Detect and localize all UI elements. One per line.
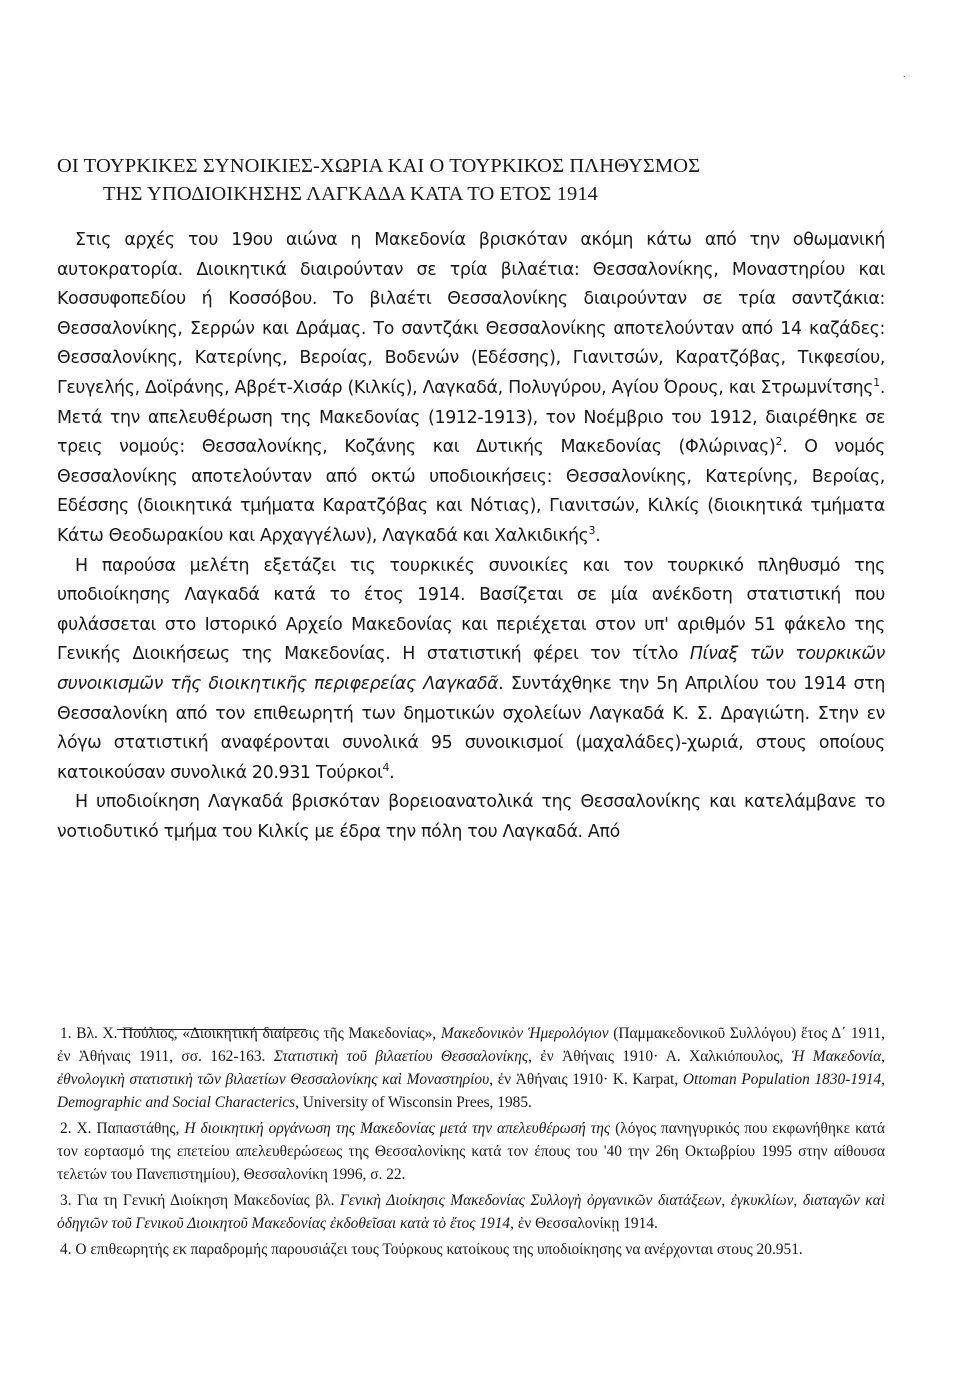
footnote-reference: 1 [873,375,880,389]
article-body [57,226,885,847]
text-run: . [389,762,395,783]
text-run: . Συντάχθηκε την 5η Απριλίου του 1914 στη Θεσσαλονίκη από τον επιθεωρητή των δημοτικών σχολείων Λαγκαδά Κ. Σ. Δραγιώτη. Στην εν λόγω στατιστική αναφέρονται συνολικά 95 συνοικισμοί (μαχαλάδες)-χωριά, στους οποίους κατοικούσαν συνολικά 20.931 Τούρκοι [57,673,885,783]
text-run: 1. Βλ. Χ. Πούλιος, «Διοικητική διαίρεσις τῆς Μακεδονίας», [60,1025,441,1042]
body-paragraph [57,552,885,789]
text-run: , ἐν Θεσσαλονίκῃ 1914. [510,1215,658,1232]
text-run: Στις αρχές του 19ου αιώνα η Μακεδονία βρισκόταν ακόμη κάτω από την οθωμανική αυτοκρατορία. Διοικητικά διαιρούνταν σε τρία βιλαέτια: Θεσσαλονίκης, Μοναστηρίου και Κοσσυφοπεδίου ή Κοσσόβου. Το βιλαέτι Θεσσαλονίκης διαιρούνταν σε τρία σαντζάκια: Θεσσαλονίκης, Σερρών και Δράμας. Το σαντζάκι Θεσσαλονίκης αποτελούνταν από 14 καζάδες: Θεσσαλονίκης, Κατερίνης, Βεροίας, Βοδενών (Εδέσσης), Γιανιτσών, Καρατζόβας, Τικφεσίου, Γευγελής, Δοϊράνης, Αβρέτ-Χισάρ (Κιλκίς), Λαγκαδά, Πολυγύρου, Αγίου Όρους, και Στρωμνίτσης [57,230,885,398]
italic-text: Πίναξ τῶν τουρκικῶν συνοικισμῶν τῆς διοικητικῆς περιφερείας Λαγκαδᾶ [57,644,885,694]
text-run: . Μετά την απελευθέρωση της Μακεδονίας (1912-1913), τον Νοέμβριο του 1912, διαιρέθηκε σε τρεις νομούς: Θεσσαλονίκης, Κοζάνης και Δυτικής Μακεδονίας (Φλώρινας) [57,377,885,458]
text-run: . [595,525,601,546]
document-page [57,152,886,1258]
italic-text: Μακεδονικὸν Ἡμερολόγιον [440,1025,609,1042]
italic-text: Στατιστικὴ τοῦ βιλαετίου Θεσσαλονίκης [273,1048,529,1065]
footnote [57,1117,885,1186]
italic-text: Ottoman Population 1830-1914, Demographic and Social Characterics [57,1071,885,1111]
text-run: 3. Για τη Γενική Διοίκηση Μακεδονίας βλ. [60,1192,341,1209]
footnote [57,1238,885,1261]
body-paragraph [57,226,885,552]
text-run: , ἐν Ἀθήναις 1910· K. Karpat, [489,1071,683,1088]
text-run: , University of Wisconsin Prees, 1985. [295,1094,532,1111]
article-title-line-2: ΤΗΣ ΥΠΟΔΙΟΙΚΗΣΗΣ ΛΑΓΚΑΔΑ ΚΑΤΑ ΤΟ ΕΤΟΣ 1914 [103,183,599,205]
italic-text: Γενικὴ Διοίκησις Μακεδονίας Συλλογὴ ὀργανικῶν διατάξεων, ἐγκυκλίων, διαταγῶν καὶ ὁδηγιῶν τοῦ Γενικοῦ Διοικητοῦ Μακεδονίας ἐκδοθεῖσαι κατὰ τὸ ἔτος 1914 [57,1192,885,1232]
footnotes-section [57,1022,885,1264]
italic-text: Η διοικητική οργάνωση της Μακεδονίας μετά την απελευθέρωσή της [184,1120,611,1137]
body-paragraph [57,788,885,847]
text-run: . Ο νομός Θεσσαλονίκης αποτελούνταν από οκτώ υποδιοικήσεις: Θεσσαλονίκης, Κατερίνης, Βεροίας, Εδέσσης (διοικητικά τμήματα Καρατζόβας και Νότιας), Γιανιτσών, Κιλκίς (διοικητικά τμήματα Κάτω Θεοδωρακίου και Αρχαγγέλων), Λαγκαδά και Χαλκιδικής [57,437,885,546]
text-run: Η παρούσα μελέτη εξετάζει τις τουρκικές συνοικίες και τον τουρκικό πληθυσμό της υποδιοίκησης Λαγκαδά κατά το έτος 1914. Βασίζεται σε μία ανέκδοτη στατιστική που φυλάσσεται στο Ιστορικό Αρχείο Μακεδονίας και περιέχεται στον υπ' αριθμόν 51 φάκελο της Γενικής Διοικήσεως της Μακεδονίας. Η στατιστική φέρει τον τίτλο [57,555,885,665]
footnote [57,1022,885,1114]
footnote-reference: 4 [382,760,390,774]
text-run: (Παμμακεδονικοῦ Συλλόγου) ἔτος Δ΄ 1911, ἐν Ἀθήναις 1911, σσ. 162-163. [57,1025,885,1065]
footnote-reference: 2 [775,435,783,449]
footnote [57,1189,885,1235]
article-title [57,152,885,208]
text-run: , ἐν Ἀθήναις 1910· Α. Χαλκιόπουλος, [528,1048,792,1065]
article-title-line-1: ΟΙ ΤΟΥΡΚΙΚΕΣ ΣΥΝΟΙΚΙΕΣ-ΧΩΡΙΑ ΚΑΙ Ο ΤΟΥΡΚΙΚΟΣ ΠΛΗΘΥΣΜΟΣ [57,155,701,177]
margin-mark: · [902,72,906,83]
text-run: 4. Ο επιθεωρητής εκ παραδρομής παρουσιάζει τους Τούρκους κατοίκους της υποδιοίκησης να ανέρχονται στους 20.951. [60,1241,803,1258]
text-run: 2. Χ. Παπαστάθης, [60,1120,185,1137]
text-run: Η υποδιοίκηση Λαγκαδά βρισκόταν βορειοανατολικά της Θεσσαλονίκης και κατελάμβανε το νοτιοδυτικό τμήμα του Κιλκίς με έδρα την πόλη του Λαγκαδά. Από [57,792,885,842]
italic-text: Ἡ Μακεδονία, ἐθνολογικὴ στατιστικὴ τῶν βιλαετίων Θεσσαλονίκης καὶ Μοναστηρίου [57,1048,886,1088]
text-run: (λόγος πανηγυρικός που εκφωνήθηκε κατά τον εορτασμό της επετείου απελευθερώσεως της Θεσσαλονίκης κατά τον έπους του '40 την 26η Οκτωβρίου 1995 στην αίθουσα τελετών του Πανεπιστημίου), Θεσσαλονίκη 1996, σ. 22. [57,1120,885,1183]
footnote-reference: 3 [588,523,596,537]
